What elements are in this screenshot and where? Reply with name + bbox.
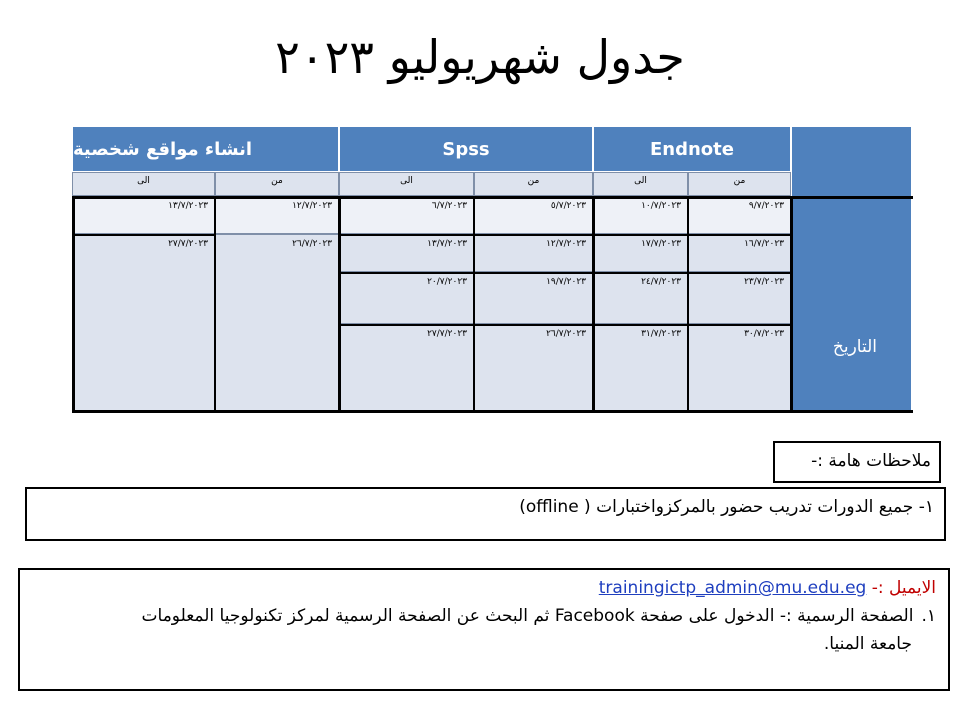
date-column-header — [791, 126, 912, 412]
table-border — [72, 234, 215, 236]
table-border — [72, 196, 75, 412]
notes-item-1: ١- جميع الدورات تدريب حضور بالمركزواختبارات ( offline) — [25, 487, 946, 541]
table-border — [790, 196, 793, 412]
date-text: ١٧/٧/٢٠٢٣ — [641, 239, 681, 249]
date-text: ٢٦/٧/٢٠٢٣ — [546, 329, 586, 339]
table-cell — [72, 196, 215, 234]
facebook-text: الصفحة الرسمية :- الدخول على صفحة Facebook ثم البحث عن الصفحة الرسمية لمركز تكنولوجيا المعلومات — [141, 606, 914, 626]
course-header-websites: انشاء مواقع شخصية — [72, 126, 339, 172]
facebook-line — [28, 602, 936, 630]
table-cell — [688, 234, 791, 272]
websites-from-header: من — [215, 172, 339, 196]
table-cell — [688, 324, 791, 412]
table-cell — [593, 196, 688, 234]
date-text: ١٠/٧/٢٠٢٣ — [641, 201, 681, 211]
table-border — [339, 324, 791, 326]
date-text: ٢٣/٧/٢٠٢٣ — [744, 277, 784, 287]
table-cell — [474, 272, 593, 324]
contact-box — [18, 568, 950, 691]
table-cell — [474, 196, 593, 234]
table-border — [339, 234, 791, 236]
table-border — [473, 196, 475, 412]
date-text: ١٩/٧/٢٠٢٣ — [546, 277, 586, 287]
table-border — [592, 196, 595, 412]
endnote-to-header: الى — [593, 172, 688, 196]
date-header-label: التاريخ — [832, 337, 877, 357]
date-text: ٢٠/٧/٢٠٢٣ — [427, 277, 467, 287]
date-text: ٩/٧/٢٠٢٣ — [748, 201, 784, 211]
spss-from-header: من — [474, 172, 593, 196]
table-border — [72, 410, 913, 413]
table-cell — [339, 324, 474, 412]
table-border — [338, 196, 341, 412]
date-text: ٦/٧/٢٠٢٣ — [431, 201, 467, 211]
course-header-spss: Spss — [339, 126, 593, 172]
date-text: ٢٧/٧/٢٠٢٣ — [427, 329, 467, 339]
table-cell — [688, 272, 791, 324]
date-text: ٥/٧/٢٠٢٣ — [550, 201, 586, 211]
date-text: ١٢/٧/٢٠٢٣ — [292, 201, 332, 211]
table-border — [339, 272, 791, 274]
date-text: ٣٠/٧/٢٠٢٣ — [744, 329, 784, 339]
endnote-from-header: من — [688, 172, 791, 196]
table-cell — [72, 234, 215, 412]
notes-heading: ملاحظات هامة :- — [773, 441, 941, 483]
email-line — [599, 578, 936, 598]
table-cell — [474, 324, 593, 412]
spss-to-header: الى — [339, 172, 474, 196]
table-cell — [339, 272, 474, 324]
date-text: ٢٧/٧/٢٠٢٣ — [168, 239, 208, 249]
schedule-table — [72, 126, 912, 412]
date-text: ٢٤/٧/٢٠٢٣ — [641, 277, 681, 287]
table-cell — [593, 324, 688, 412]
table-cell — [688, 196, 791, 234]
table-border — [72, 196, 913, 199]
table-cell — [593, 272, 688, 324]
date-text: ١٦/٧/٢٠٢٣ — [744, 239, 784, 249]
facebook-text-continued: جامعة المنيا. — [823, 634, 912, 654]
date-text: ٣١/٧/٢٠٢٣ — [641, 329, 681, 339]
table-cell — [215, 196, 339, 234]
date-text: ١٢/٧/٢٠٢٣ — [546, 239, 586, 249]
list-number: ١. — [921, 606, 936, 626]
table-cell — [339, 196, 474, 234]
table-cell — [215, 234, 339, 412]
table-border — [687, 196, 689, 412]
page-title: جدول شهريوليو ٢٠٢٣ — [275, 30, 685, 84]
date-text: ٢٦/٧/٢٠٢٣ — [292, 239, 332, 249]
email-label: الايميل :- — [871, 578, 936, 598]
date-text: ١٣/٧/٢٠٢٣ — [427, 239, 467, 249]
email-link[interactable]: trainingictp_admin@mu.edu.eg — [598, 578, 867, 598]
table-border — [214, 196, 216, 412]
table-cell — [339, 234, 474, 272]
table-cell — [593, 234, 688, 272]
course-header-endnote: Endnote — [593, 126, 791, 172]
date-text: ١٣/٧/٢٠٢٣ — [168, 201, 208, 211]
websites-to-header: الى — [72, 172, 215, 196]
table-cell — [474, 234, 593, 272]
